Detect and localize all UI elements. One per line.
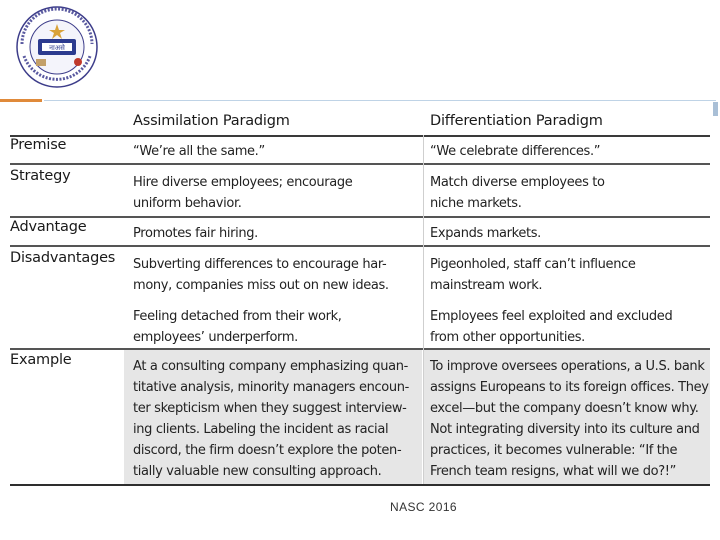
disadvantages-assimilation-line-4: employees’ underperform. xyxy=(133,330,298,345)
spacer xyxy=(133,296,423,306)
disadvantages-differentiation-line-1: Pigeonholed, staff can’t influence xyxy=(430,257,636,272)
example-assimilation-line-1: At a consulting company emphasizing quan- xyxy=(133,359,408,374)
disadvantages-assimilation-line-1: Subverting differences to encourage har- xyxy=(133,257,387,272)
example-assimilation-line-3: ter skepticism when they suggest interview- xyxy=(133,401,407,416)
nasc-logo xyxy=(4,4,110,90)
strategy-assimilation xyxy=(133,172,423,214)
example-differentiation-line-2: assigns Europeans to its foreign offices. They xyxy=(430,380,709,395)
top-rule xyxy=(44,100,716,101)
example-differentiation-line-3: excel—but the company doesn’t know why. xyxy=(430,401,699,416)
strategy-differentiation-line-1: Match diverse employees to xyxy=(430,175,605,190)
header-row xyxy=(10,108,710,135)
paradigm-comparison-table xyxy=(10,108,710,486)
example-assimilation-line-2: titative analysis, minority managers encoun- xyxy=(133,380,409,395)
strategy-assimilation-line-2: uniform behavior. xyxy=(133,196,242,211)
header-differentiation: Differentiation Paradigm xyxy=(430,113,603,129)
rule-advantage xyxy=(10,245,710,247)
disadvantages-differentiation-line-3: Employees feel exploited and excluded xyxy=(430,309,673,324)
rule-premise xyxy=(10,163,710,165)
disadvantages-differentiation-line-2: mainstream work. xyxy=(430,278,543,293)
rule-strategy xyxy=(10,216,710,218)
strategy-assimilation-line-1: Hire diverse employees; encourage xyxy=(133,175,353,190)
disadvantages-assimilation-line-3: Feeling detached from their work, xyxy=(133,309,342,324)
advantage-differentiation-line: Expands markets. xyxy=(430,226,541,241)
rule-bottom xyxy=(10,484,710,486)
example-assimilation-line-5: discord, the firm doesn’t explore the poten- xyxy=(133,443,402,458)
strategy-differentiation-line-2: niche markets. xyxy=(430,196,522,211)
example-assimilation xyxy=(133,356,423,482)
strategy-differentiation xyxy=(430,172,712,214)
footer-text: NASC 2016 xyxy=(390,500,457,514)
header-assimilation: Assimilation Paradigm xyxy=(133,113,290,129)
row-label-premise: Premise xyxy=(10,137,67,153)
advantage-differentiation xyxy=(430,223,712,244)
column-separator xyxy=(423,135,424,484)
premise-differentiation-line: “We celebrate differences.” xyxy=(430,144,601,159)
accent-bar xyxy=(0,99,42,102)
example-assimilation-line-6: tially valuable new consulting approach. xyxy=(133,464,382,479)
row-label-advantage: Advantage xyxy=(10,219,87,235)
premise-assimilation-line: “We’re all the same.” xyxy=(133,144,265,159)
example-differentiation-line-6: French team resigns, what will we do?!” xyxy=(430,464,677,479)
example-differentiation-line-4: Not integrating diversity into its culture and xyxy=(430,422,700,437)
advantage-assimilation-line: Promotes fair hiring. xyxy=(133,226,258,241)
row-label-example: Example xyxy=(10,352,72,368)
logo-emblem-text: नाअसे xyxy=(49,44,65,52)
row-label-strategy: Strategy xyxy=(10,168,71,184)
example-differentiation-line-1: To improve oversees operations, a U.S. bank xyxy=(430,359,705,374)
example-assimilation-line-4: ing clients. Labeling the incident as racial xyxy=(133,422,389,437)
disadvantages-differentiation-line-4: from other opportunities. xyxy=(430,330,585,345)
disadvantages-assimilation-line-2: mony, companies miss out on new ideas. xyxy=(133,278,389,293)
rule-disadvantages xyxy=(10,348,710,350)
disadvantages-assimilation xyxy=(133,254,423,348)
row-label-disadvantages: Disadvantages xyxy=(10,250,116,266)
disadvantages-differentiation xyxy=(430,254,712,348)
example-differentiation xyxy=(430,356,712,482)
example-differentiation-line-5: practices, it becomes vulnerable: “If the xyxy=(430,443,678,458)
side-mark xyxy=(713,102,718,116)
premise-differentiation xyxy=(430,141,712,162)
spacer xyxy=(430,296,712,306)
advantage-assimilation xyxy=(133,223,423,244)
premise-assimilation xyxy=(133,141,423,162)
